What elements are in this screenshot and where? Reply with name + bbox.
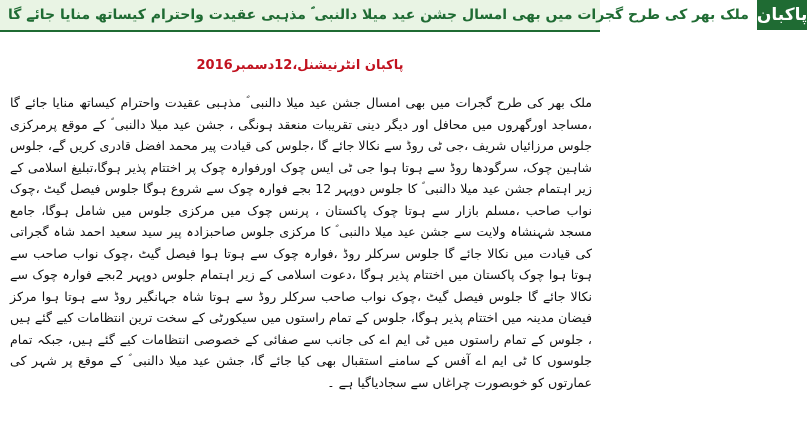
byline: پاکبان انٹرنیشنل،12دسمبر2016	[196, 58, 404, 73]
header-bar	[0, 0, 807, 32]
brand-logo: پاکبان	[757, 0, 807, 30]
article-body	[10, 92, 592, 422]
article-paragraph: ملک بھر کی طرح گجرات میں بھی امسال جشن عید میلا دالنبی ؐ مذہبی عقیدت واحترام کیساتھ منایا جائے گا ،مساجد اورگھروں میں محافل اور دیگر دینی تقریبات منعقد ہونگی ، جشن عید میلا دالنبی ؐ کے موقع پرمرکزی جلوس مرزائیاں شریف ،جی ٹی روڈ سے نکالا جائے گا ،جلوس کی قیادت پیر محمد افضل قادری کریں گے، جلوس شاہین چوک، سرگودھا روڈ سے ہوتا ہوا جی ٹی ایس چوک اورفوارہ چوک پر اختتام پذیر ہوگا،تبلیغ اسلامی کے زیر اہتمام جشن عید میلا دالنبی ؐ کا جلوس دوپہر 12 بجے فوارہ چوک سے شروع ہوگا جلوس فیصل گیٹ ،چوک نواب صاحب ،مسلم بازار سے ہوتا چوک پاکستان ، پرنس چوک میں مرکزی جلوس میں شامل ہوگا، جامع مسجد شہنشاہ ولایت سے جشن عید میلا دالنبی ؐ کا مرکزی جلوس صاحبزادہ پیر سید سعید احمد شاہ گجراتی کی قیادت میں نکالا جائے گا جلوس سرکلر روڈ ،فوارہ چوک سے ہوتا ہوا فیصل گیٹ ،چوک نواب صاحب سے ہوتا ہوا چوک پاکستان میں اختتام پذیر ہوگا ،دعوت اسلامی کے زیر اہتمام جلوس دوپہر 2بجے فوارہ چوک سے نکالا جائے گا جلوس فیصل گیٹ ،چوک نواب صاحب سرکلر روڈ سے ہوتا شاہ جہانگیر روڈ سے ہوتا ہوا مرکز فیضان مدینہ میں اختتام پذیر ہوگا، جلوس کے تمام راستوں میں سیکورٹی کے سخت ترین انتظامات کیے گئے ہیں ، جلوس کے تمام راستوں میں ٹی ایم اے کی جانب سے صفائی کے خصوصی انتظامات کیے گئے ہیں، جبکہ تمام جلوسوں کا ٹی ایم اے آفس کے سامنے استقبال بھی کیا جائے گا، جشن عید میلا دالنبی ؐ کے موقع پر شہر کی عمارتوں کو خوبصورت چراغاں سے سجادیاگیا ہے ۔	[10, 95, 592, 390]
headline: ملک بھر کی طرح گجرات میں بھی امسال جشن عید میلا دالنبی ؐ مذہبی عقیدت واحترام کیساتھ منایا جائے گا	[8, 7, 749, 23]
